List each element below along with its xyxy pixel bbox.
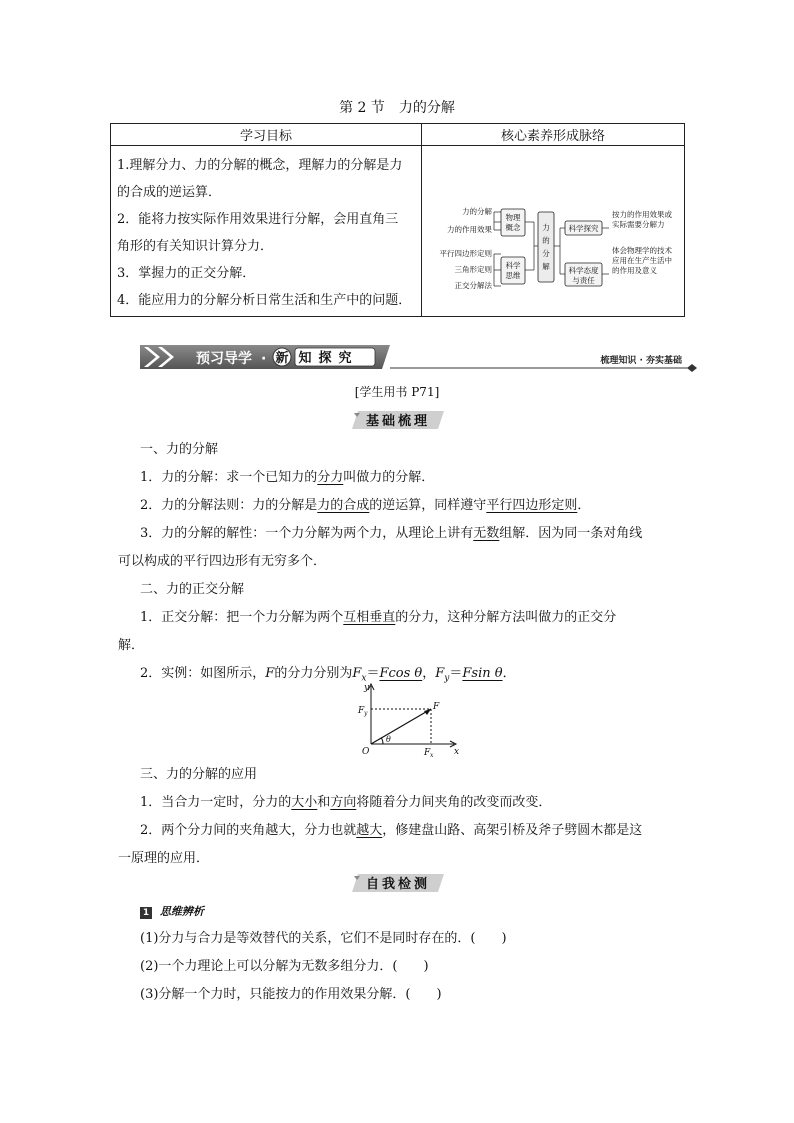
objective-line: 1.理解分力、力的分解的概念，理解力的分解是力 [117,158,403,173]
thinking-box-label: 科学 [505,261,521,270]
paragraph: 3．力的分解的解性：一个力分解为两个力，从理论上讲有无数组解．因为同一条对角线 [140,526,643,541]
section-label-self-check [352,872,444,894]
fy-subscript: y [364,710,368,717]
force-vector [371,709,431,744]
map-item: 正交分解法 [454,281,492,290]
center-char: 解 [542,262,550,271]
number-badge: 1 [140,907,152,919]
map-desc: 的作用及意义 [612,266,657,275]
theta-label: θ [386,735,391,744]
thinking-box-label: 思维 [505,271,521,280]
question: (3)分解一个力时，只能按力的作用效果分解．( ) [140,987,442,1002]
banner-title: 预习导学 [196,351,252,367]
objective-line: 4．能应用力的分解分析日常生活和生产中的问题． [117,293,412,308]
question: (1)分力与合力是等效替代的关系，它们不是同时存在的．( ) [140,931,507,946]
banner-char: 究 [338,351,352,366]
fy-label: F [358,706,365,716]
map-item: 平行四边形定则 [439,249,492,258]
concept-box-label: 概念 [505,223,521,232]
diamond-icon [687,364,697,372]
map-desc: 体会物理学的技术 [612,246,672,255]
objective-line: 3．掌握力的正交分解． [117,266,256,281]
map-desc: 应用在生产生活中 [612,256,672,265]
banner-char: 新 [275,351,289,366]
center-char: 力 [542,223,550,232]
banner-char: 探 [318,351,332,366]
fx-subscript: x [430,752,434,759]
textbook-reference: [学生用书 P71] [354,385,440,399]
col-header-literacy: 核心素养形成脉络 [422,124,685,146]
inquiry-box-label: 科学探究 [568,224,599,233]
section-heading: 二、力的正交分解 [140,582,245,597]
attitude-box-label: 与责任 [572,276,595,285]
concept-map [422,146,684,316]
axis-label-x: x [454,747,460,757]
center-char: 的 [542,236,550,245]
check-heading [140,903,204,919]
section-heading: 一、力的分解 [140,442,219,457]
attitude-box-label: 科学态度 [568,266,599,275]
objective-line: 2．能将力按实际作用效果进行分解，会用直角三 [117,212,399,227]
paragraph-continued: 一原理的应用． [118,851,210,866]
paragraph: 2．两个分力间的夹角越大，分力也就越大，修建盘山路、高架引桥及斧子劈圆木都是这 [140,823,643,838]
objective-line: 的合成的逆运算． [117,185,222,200]
concept-box-label: 物理 [505,213,521,222]
map-desc: 实际需要分解力 [612,220,665,229]
section-label-basics [352,409,444,431]
map-item: 三角形定则 [454,265,492,274]
concept-map-cell [422,146,685,317]
objectives-table [110,123,685,317]
paragraph-continued: 可以构成的平行四边形有无穷多个． [118,554,327,569]
map-item: 力的分解 [462,207,492,216]
paragraph: 1．当合力一定时，分力的大小和方向将随着分力间夹角的改变而改变． [140,795,552,810]
objectives-cell [111,146,422,317]
banner-right-text: 梳理知识 · 夯实基础 [600,356,682,366]
axis-label-y: y [364,683,370,693]
origin-label: O [362,747,370,757]
section-label-text: 自我检测 [365,877,431,892]
force-decomposition-figure [350,680,466,760]
paragraph-continued: 解． [118,638,145,653]
map-desc: 按力的作用效果或 [612,210,672,219]
check-label: 思维辨析 [159,905,204,918]
fx-label: F [424,748,431,758]
check-questions [140,925,680,1009]
col-header-objectives: 学习目标 [111,124,422,146]
arrowhead-icon [424,709,431,715]
paragraph: 1．力的分解：求一个已知力的分力叫做力的分解． [140,470,435,485]
center-char: 分 [542,249,550,258]
banner-char: 知 [298,351,312,366]
paragraph: 1．正交分解：把一个力分解为两个互相垂直的分力，这种分解方法叫做力的正交分 [140,610,617,625]
section-force-decomposition [118,436,688,693]
paragraph: 2．实例：如图所示，F的分力分别为$F_x=Fcos$ θ，$F_y=Fsin$ θ． [140,666,516,684]
force-label: F [433,702,440,712]
page-title: 第 2 节 力的分解 [339,100,455,116]
angle-arc [381,738,383,744]
map-item: 力的作用效果 [447,225,492,234]
banner-dot: · [261,351,267,367]
section-label-text: 基础梳理 [365,414,431,429]
paragraph: 2．力的分解法则：力的分解是力的合成的逆运算，同样遵守平行四边形定则． [140,498,591,513]
objective-line: 角形的有关知识计算分力． [117,239,274,254]
question: (2)一个力理论上可以分解为无数多组分力．( ) [140,959,429,974]
section-banner [140,343,702,373]
section-heading: 三、力的分解的应用 [140,767,258,782]
section-application [118,761,688,873]
